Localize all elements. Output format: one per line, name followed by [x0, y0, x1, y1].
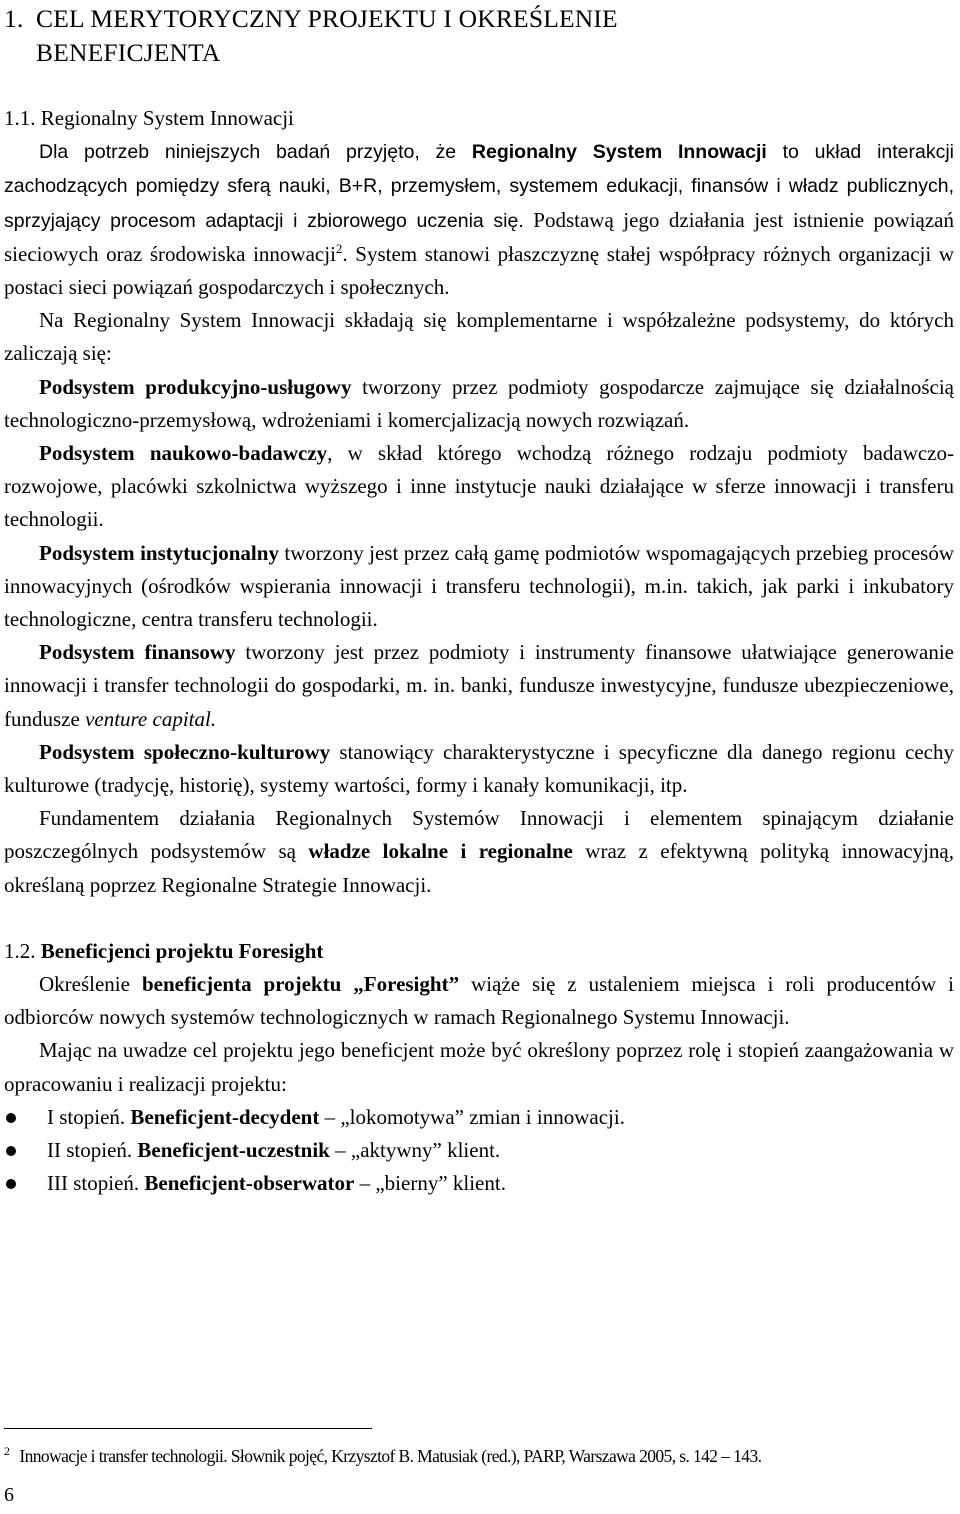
beneficiary-levels-list [4, 1101, 954, 1201]
document-body [4, 102, 954, 1201]
bullet-icon [6, 1146, 16, 1156]
list-item-desc: – „aktywny” klient. [329, 1138, 501, 1163]
s2p1-text-c: wiąże się z ustaleniem miejsca i roli producentów i odbiorców nowych systemów technologicznych w ramach Regionalnego Systemu Innowacji. [4, 972, 954, 1030]
subsystem-institutional-term: Podsystem instytucjonalny [39, 540, 279, 565]
subsystem-social-cultural [4, 736, 954, 802]
section-1-1-heading [4, 102, 954, 135]
subsystem-social-cultural-desc: stanowiący charakterystyczne i specyficzne dla danego regionu cechy kulturowe (tradycję, historię), systemy wartości, formy i kanały komunikacji, itp. [4, 739, 955, 798]
footnote-ref-2[interactable]: 2 [335, 240, 343, 256]
bullet-icon [6, 1113, 16, 1123]
section-1-2-title: Beneficjenci projektu Foresight [40, 938, 324, 963]
list-item-level: III stopień. [47, 1171, 140, 1196]
list-item-level: II stopień. [47, 1138, 133, 1163]
section-1-1-paragraph-2: Na Regionalny System Innowacji składają się komplementarne i współzależne podsystemy, do których zaliczają się: [4, 308, 954, 366]
subsystem-production-desc: tworzony przez podmioty gospodarcze zajmujące się działalnością technologiczno-przemysłową, wdrożeniami i komercjalizacją nowych rozwiązań. [4, 374, 954, 432]
subsystem-production-term: Podsystem produkcyjno-usługowy [39, 374, 352, 399]
subsystem-social-cultural-term: Podsystem społeczno-kulturowy [39, 739, 331, 764]
p1-text-e: . System stanowi płaszczyznę stałej współpracy różnych organizacji w postaci sieci powiązań gospodarczych i społecznych. [4, 241, 954, 300]
subsystem-institutional-desc: tworzony jest przez całą gamę podmiotów wspomagających przebieg procesów innowacyjnych (ośrodków wspierania innowacji i transferu technologii), m.in. takich, jak parki i inkubatory technologiczne, centra transferu technologii. [4, 540, 954, 632]
page-number: 6 [4, 1484, 14, 1506]
footnote-text: Innowacje i transfer technologii. Słownik pojęć, Krzysztof B. Matusiak (red.), PARP, Warszawa 2005, s. 142 – 143. [19, 1446, 762, 1466]
chapter-title-line2: BENEFICJENTA [36, 38, 221, 67]
subsystem-financial-term: Podsystem finansowy [39, 640, 236, 665]
section-1-2-heading [4, 935, 954, 968]
p8-term-authorities: władze lokalne i regionalne [308, 839, 573, 864]
p1-text-d: Podstawą jego działania jest istnienie powiązań sieciowych oraz środowiska innowacji [4, 207, 954, 266]
subsystem-financial [4, 636, 954, 736]
section-spacer [4, 902, 954, 935]
p8-text-c: wraz z efektywną polityką innowacyjną, określaną poprzez Regionalne Strategie Innowacji. [4, 839, 954, 897]
section-1-2-paragraph-2: Mając na uwadze cel projektu jego beneficjent może być określony poprzez rolę i stopień zaangażowania w opracowaniu i realizacji projektu: [4, 1038, 954, 1096]
list-item [4, 1134, 954, 1167]
venture-capital-term: venture capital. [85, 706, 217, 731]
subsystem-financial-desc: tworzony jest przez podmioty i instrumenty finansowe ułatwiające generowanie innowacji i transfer technologii do gospodarki, m. in. banki, fundusze inwestycyjne, fundusze ubezpieczeniowe, fundusze [4, 640, 954, 731]
subsystem-research-term: Podsystem naukowo-badawczy [39, 441, 328, 466]
list-item-term: Beneficjent-uczestnik [137, 1138, 330, 1163]
subsystem-research-desc: , w skład którego wchodzą różnego rodzaju podmioty badawczo-rozwojowe, placówki szkolnictwa wyższego i inne instytucje nauki działające w sferze innowacji i transferu technologii. [4, 441, 954, 532]
footnote [4, 1444, 960, 1468]
section-1-1-title: Regionalny System Innowacji [40, 106, 294, 130]
chapter-number: 1. [4, 4, 24, 33]
subsystem-institutional [4, 537, 954, 637]
chapter-title-line1: CEL MERYTORYCZNY PROJEKTU I OKREŚLENIE [36, 4, 618, 33]
footnote-marker: 2 [4, 1444, 10, 1459]
p8-text-a: Fundamentem działania Regionalnych Systemów Innowacji i elementem spinającym działanie poszczególnych podsystemów są [4, 806, 954, 864]
list-item-desc: – „bierny” klient. [354, 1171, 506, 1196]
section-1-1-paragraph-1 [4, 135, 954, 304]
list-item [4, 1167, 954, 1200]
p1-text-a: Dla potrzeb niniejszych badań przyjęto, że [39, 141, 472, 164]
bullet-icon [6, 1179, 16, 1189]
chapter-heading [4, 2, 904, 70]
section-1-2-number: 1.2. [4, 938, 36, 963]
s2p1-text-a: Określenie [39, 972, 142, 997]
list-item [4, 1101, 954, 1134]
s2p1-term-beneficiary: beneficjenta projektu „Foresight” [141, 972, 460, 997]
subsystem-production [4, 371, 954, 437]
section-1-1-paragraph-final [4, 802, 954, 902]
subsystem-research [4, 437, 954, 537]
section-1-1-number: 1.1. [4, 106, 36, 130]
footnote-separator [4, 1428, 372, 1429]
list-item-term: Beneficjent-obserwator [144, 1171, 355, 1196]
section-1-2-paragraph-1 [4, 968, 954, 1034]
list-item-level: I stopień. [47, 1104, 126, 1129]
list-item-desc: – „lokomotywa” zmian i innowacji. [319, 1104, 625, 1129]
p1-text-c: to układ interakcji zachodzących pomiędzy sferą nauki, B+R, przemysłem, systemem edukacji, finansów i władz publicznych, sprzyjający procesom adaptacji i zbiorowego uczenia się. [4, 141, 955, 232]
list-item-term: Beneficjent-decydent [130, 1104, 320, 1129]
p1-term-rsi: Regionalny System Innowacji [471, 141, 767, 164]
